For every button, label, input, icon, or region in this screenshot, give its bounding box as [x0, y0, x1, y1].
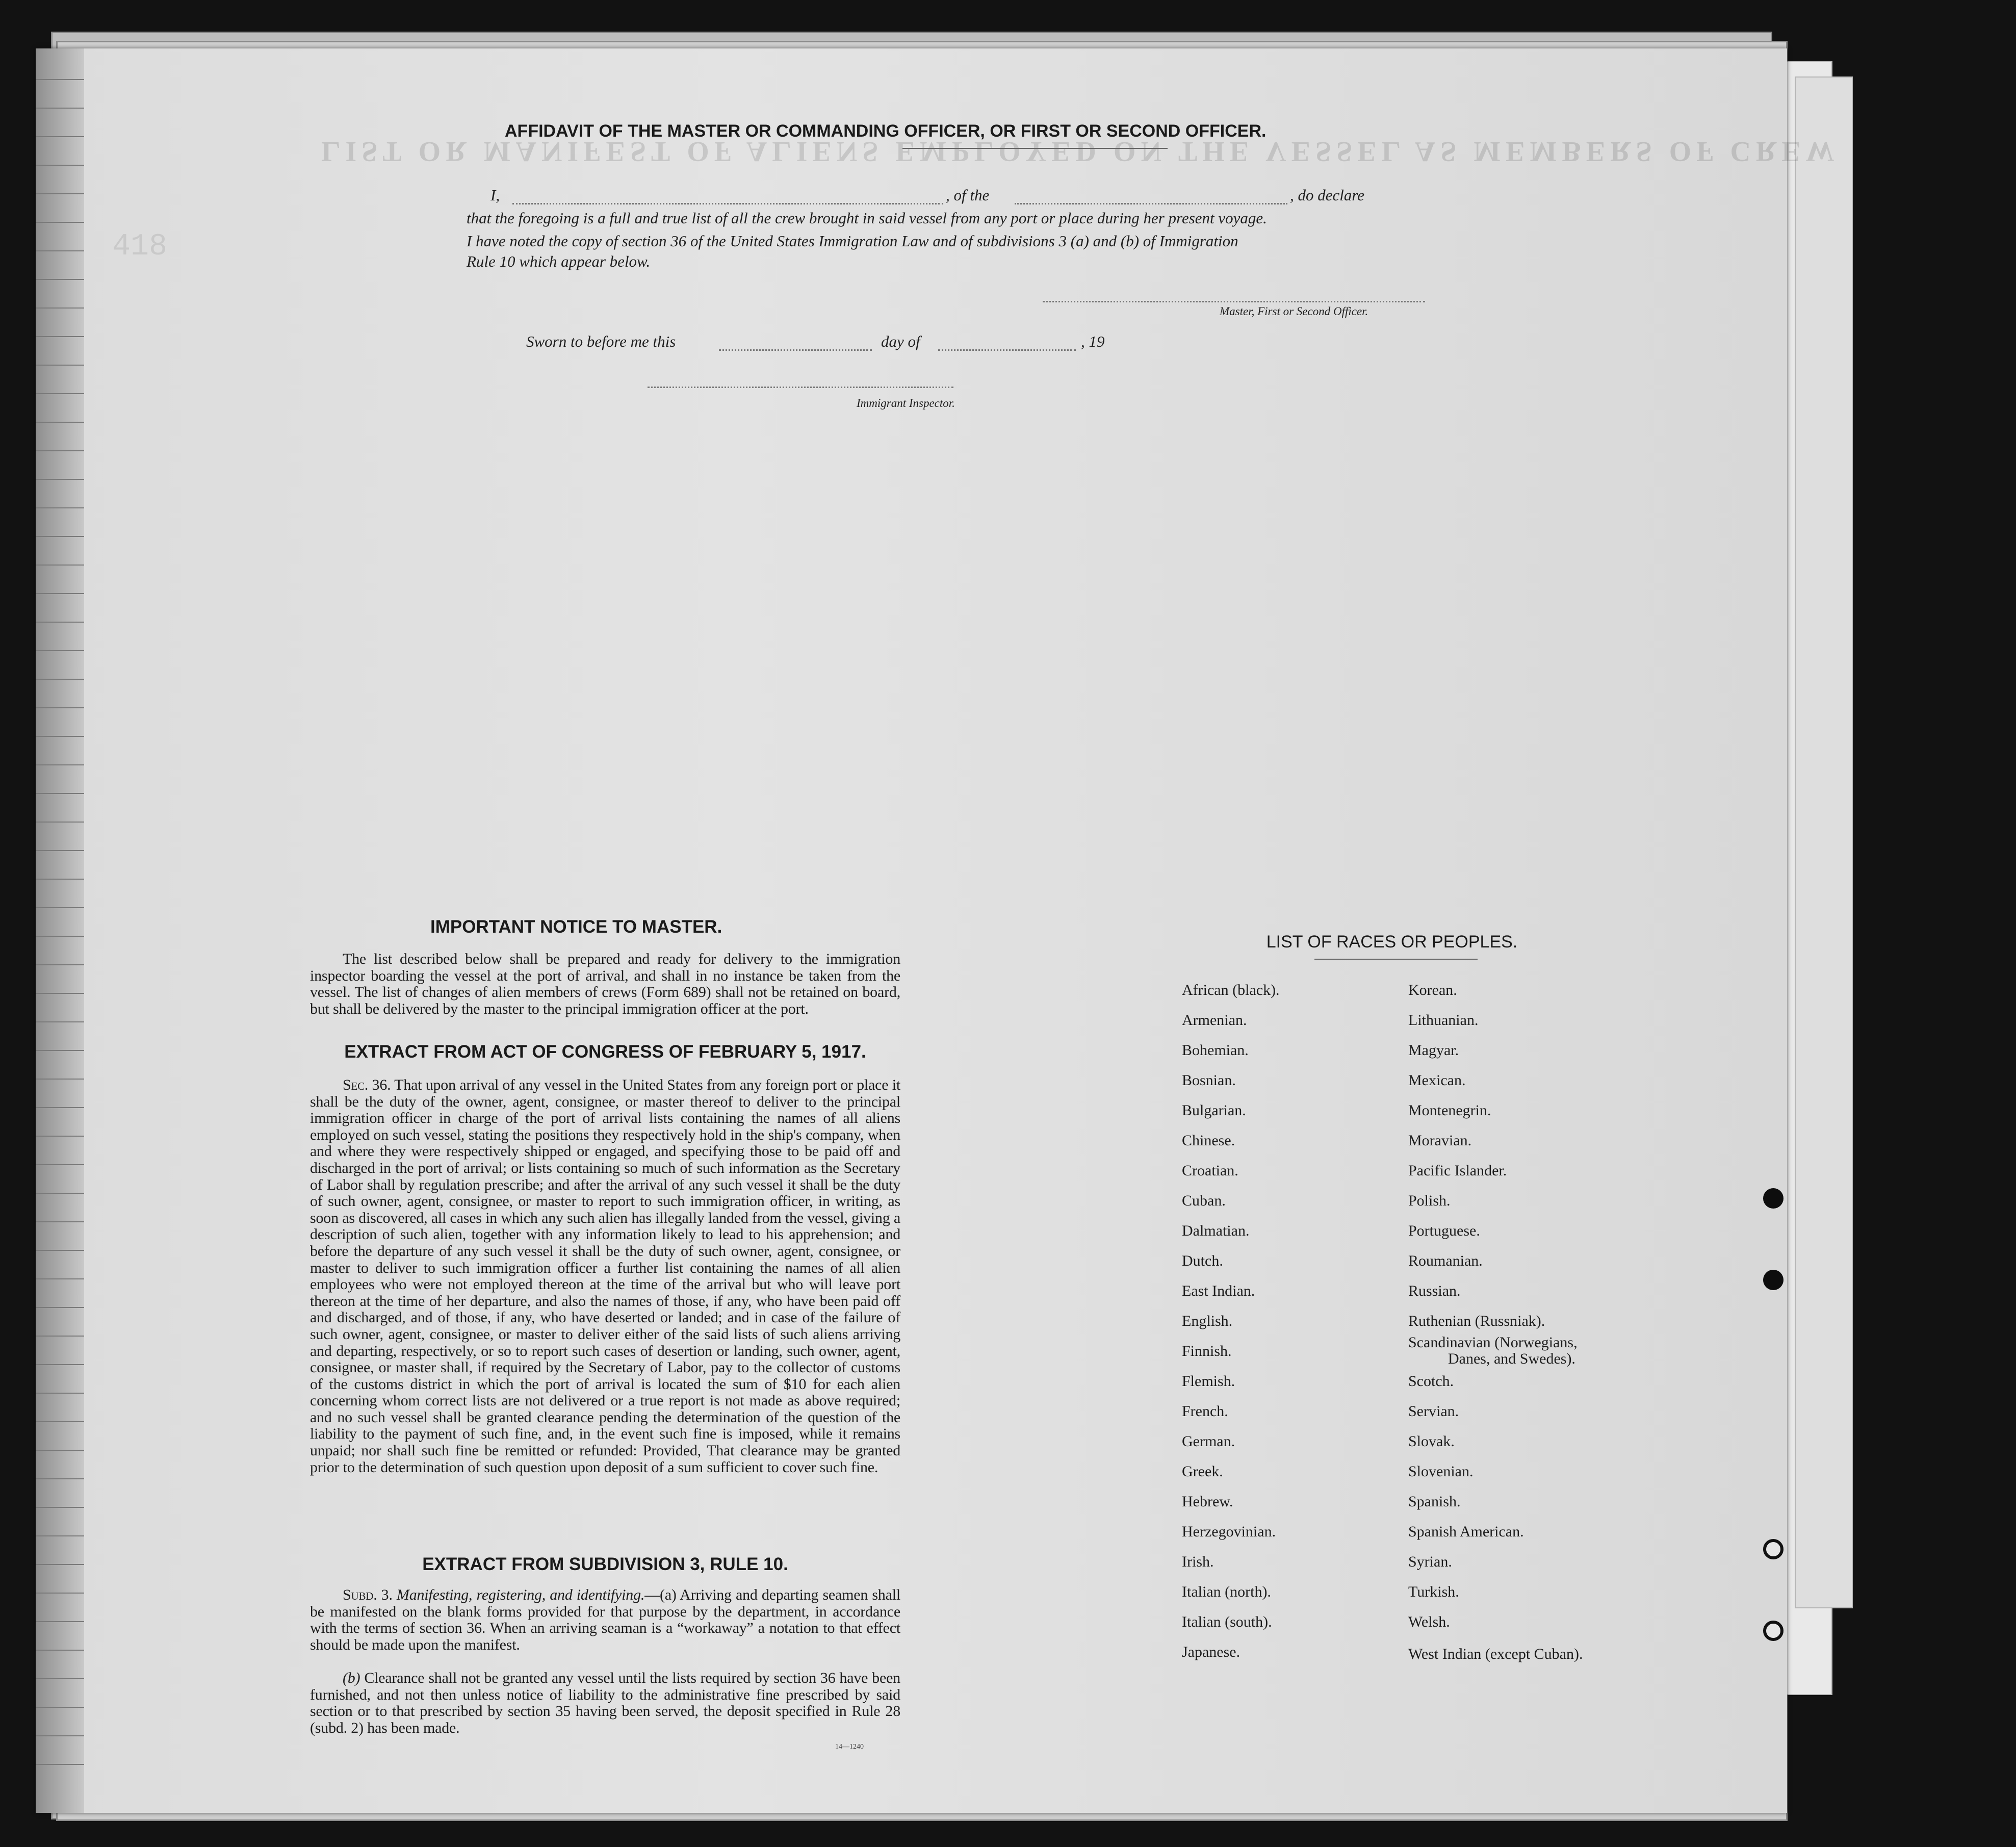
binding-ruled-line	[36, 1764, 84, 1765]
bleedthrough-page-number: 418	[112, 229, 168, 264]
vessel-blank-line	[1015, 203, 1287, 204]
notice-text: The list described below shall be prepared and ready for delivery to the immigration inspector boarding the vessel at the port of arrival, and shall in no instance be taken from the vessel. The list of changes of alien members of crews (Form 689) shall not be retained on board, but shall be delivered by the master to the principal immigration officer at the port.	[310, 951, 900, 1017]
race-item: Portuguese.	[1408, 1222, 1480, 1239]
binding-ruled-line	[36, 622, 84, 623]
race-item: Roumanian.	[1408, 1252, 1483, 1269]
binding-ruled-line	[36, 1735, 84, 1736]
binding-ruled-line	[36, 1621, 84, 1622]
races-title: LIST OF RACES OR PEOPLES.	[1266, 932, 1518, 952]
race-item: Korean.	[1408, 982, 1457, 998]
binding-ruled-line	[36, 764, 84, 765]
race-item: Welsh.	[1408, 1613, 1450, 1630]
binding-ruled-line	[36, 1107, 84, 1108]
binding-ruled-line	[36, 422, 84, 423]
binding-ruled-line	[36, 1650, 84, 1651]
race-item: English.	[1182, 1313, 1233, 1329]
binding-ruled-line	[36, 1535, 84, 1536]
binding-ruled-line	[36, 1193, 84, 1194]
race-item: Japanese.	[1182, 1644, 1240, 1660]
binding-ruled-line	[36, 1564, 84, 1565]
race-item: Magyar.	[1408, 1042, 1459, 1059]
extract-rule-text-a	[310, 1587, 900, 1653]
binding-ruled-line	[36, 79, 84, 80]
binding-ruled-line	[36, 507, 84, 508]
binding-ruled-line	[36, 1593, 84, 1594]
binding-ruled-line	[36, 222, 84, 223]
binding-ruled-line	[36, 1164, 84, 1165]
punch-hole	[1763, 1621, 1784, 1641]
race-item: Spanish.	[1408, 1493, 1461, 1510]
race-item: Chinese.	[1182, 1132, 1235, 1149]
binding-ruled-line	[36, 650, 84, 651]
binding-ruled-line	[36, 707, 84, 708]
binding-ruled-line	[36, 450, 84, 451]
section-36-text: That upon arrival of any vessel in the United States from any foreign port or place it shall be the duty of the owner, agent, consignee, or master thereof to deliver to the principal immigration officer in charge of the port of arrival lists containing the names of all aliens employed on such vessel, stating the positions they respectively hold in the ship's company, when and where they were respectively shipped or engaged, and specifying those to be paid off and discharged in the port of arrival; or lists containing so much of such information as the Secretary of Labor shall by regulation prescribe; and after the arrival of any such vessel it shall be the duty of such owner, agent, consignee, or master to report to such immigration officer, in writing, as soon as discovered, all cases in which any such alien has illegally landed from the vessel, giving a description of such alien, together with any information likely to lead to his apprehension; and before the departure of any such vessel it shall be the duty of such owner, agent, consignee, or master to deliver to such immigration officer a further list containing the names of all alien employees who were not employed thereon at the time of the arrival but who will leave port thereon at the time of her departure, and also the names of those, if any, who have been paid off and discharged, and of those, if any, who have deserted or landed; and in case of the failure of such owner, agent, consignee, or master to deliver either of the said lists of such aliens arriving and departing, respectively, or so to report such cases of desertion or landing, such owner, agent, consignee, or master shall, if required by the Secretary of Labor, pay to the collector of customs of the customs district in which the port of arrival is located the sum of $10 for each alien concerning whom correct lists are not delivered or a true report is not made as above required; and no such vessel shall be granted clearance pending the determination of the question of the liability to the payment of such fine, and, in the event such fine is imposed, while it remains unpaid; nor shall such fine be remitted or refunded: Provided, That clearance may be granted prior to the determination of such question upon deposit of a sum sufficient to cover such fine.	[310, 1076, 900, 1476]
race-item: Scotch.	[1408, 1373, 1454, 1390]
race-item: East Indian.	[1182, 1282, 1255, 1299]
day-of-label: day of	[881, 332, 920, 350]
name-blank-line	[512, 203, 943, 204]
binding-ruled-line	[36, 565, 84, 566]
race-item: Turkish.	[1408, 1583, 1459, 1600]
race-item: Hebrew.	[1182, 1493, 1233, 1510]
inspector-signature-line	[648, 387, 953, 388]
race-item: African (black).	[1182, 982, 1280, 998]
year-label: , 19	[1081, 332, 1105, 350]
section-label: Sec. 36.	[343, 1076, 391, 1093]
binding-ruled-line	[36, 108, 84, 109]
subd-b-text: Clearance shall not be granted any vessel until the lists required by section 36 have been furnished, and not then unless notice of liability to the administrative fine prescribed by said section or to that prescribed by section 35 having been served, the deposit specified in Rule 28 (subd. 2) has been made.	[310, 1670, 900, 1736]
subd-label: Subd. 3.	[343, 1586, 393, 1603]
race-item: Italian (north).	[1182, 1583, 1271, 1600]
extract-act-text	[310, 1077, 900, 1476]
binding-ruled-line	[36, 1450, 84, 1451]
affidavit-line-2: that the foregoing is a full and true list of all the crew brought in said vessel from any port or place during her present voyage.	[467, 209, 1267, 227]
race-item: Ruthenian (Russniak).	[1408, 1313, 1545, 1329]
binding-ruled-line	[36, 1050, 84, 1051]
race-item: Italian (south).	[1182, 1613, 1272, 1630]
binding-ruled-line	[36, 1278, 84, 1279]
title-underline	[902, 148, 1168, 149]
subd-b-label: (b)	[343, 1670, 360, 1686]
binding-ruled-line	[36, 393, 84, 394]
race-item: Herzegovinian.	[1182, 1523, 1276, 1540]
race-item: German.	[1182, 1433, 1235, 1450]
race-item: Russian.	[1408, 1282, 1461, 1299]
race-item: Bulgarian.	[1182, 1102, 1246, 1119]
binding-ruled-line	[36, 1307, 84, 1308]
race-item: Slovak.	[1408, 1433, 1455, 1450]
race-item: Montenegrin.	[1408, 1102, 1491, 1119]
race-item: Bohemian.	[1182, 1042, 1249, 1059]
binding-ruled-line	[36, 279, 84, 280]
punch-hole	[1763, 1188, 1784, 1209]
extract-rule-title: EXTRACT FROM SUBDIVISION 3, RULE 10.	[422, 1554, 788, 1574]
race-item: Spanish American.	[1408, 1523, 1524, 1540]
binding-ruled-line	[36, 136, 84, 137]
subd-a-text: —(a) Arriving and departing seamen shall be manifested on the blank forms provided for that purpose by the department, in accordance with the terms of section 36. When an arriving seaman is a “workaway” a notation to that effect should be made upon the manifest.	[310, 1586, 900, 1653]
notice-title: IMPORTANT NOTICE TO MASTER.	[430, 917, 722, 937]
month-blank	[938, 349, 1076, 351]
binding-ruled-line	[36, 1364, 84, 1365]
race-item: Flemish.	[1182, 1373, 1235, 1390]
bleedthrough-title: LIST OR MANIFEST OF ALIENS EMPLOYED ON THE VESSEL AS MEMBERS OF CREW	[321, 136, 1840, 167]
binding-ruled-line	[36, 1021, 84, 1022]
binding-ruled-line	[36, 1421, 84, 1422]
race-item: Lithuanian.	[1408, 1012, 1479, 1029]
sworn-date-blank	[719, 349, 872, 351]
binding-ruled-line	[36, 479, 84, 480]
binding-ruled-line	[36, 307, 84, 309]
binding-ruled-line	[36, 1079, 84, 1080]
affidavit-line-4: Rule 10 which appear below.	[467, 252, 651, 270]
races-title-underline	[1314, 959, 1478, 960]
binding-ruled-line	[36, 679, 84, 680]
binding-ruled-line	[36, 1393, 84, 1394]
race-item: Bosnian.	[1182, 1072, 1236, 1089]
affidavit-title: AFFIDAVIT OF THE MASTER OR COMMANDING OFFICER, OR FIRST OR SECOND OFFICER.	[505, 121, 1267, 141]
punch-hole	[1763, 1539, 1784, 1559]
binding-ruled-line	[36, 1707, 84, 1708]
page-tab	[1795, 76, 1853, 1608]
race-item: Greek.	[1182, 1463, 1223, 1480]
binding-ruled-line	[36, 964, 84, 965]
binding-ruled-line	[36, 1478, 84, 1479]
binding-ruled-line	[36, 736, 84, 737]
race-item: Pacific Islander.	[1408, 1162, 1507, 1179]
binding-ruled-line	[36, 936, 84, 937]
affidavit-of-the: , of the	[946, 186, 990, 204]
binding-ruled-line	[36, 193, 84, 194]
race-item: Servian.	[1408, 1403, 1459, 1420]
binding-ruled-line	[36, 907, 84, 908]
race-item: Slovenian.	[1408, 1463, 1474, 1480]
race-item-continuation: Danes, and Swedes).	[1448, 1350, 1575, 1367]
binding-ruled-line	[36, 365, 84, 366]
race-item: Armenian.	[1182, 1012, 1247, 1029]
extract-act-title: EXTRACT FROM ACT OF CONGRESS OF FEBRUARY 5, 1917.	[344, 1042, 866, 1062]
binding-ruled-line	[36, 1221, 84, 1222]
binding-ruled-line	[36, 536, 84, 537]
binding-ruled-line	[36, 165, 84, 166]
master-signature-line	[1043, 301, 1425, 302]
binding-ruled-line	[36, 822, 84, 823]
binding-ruled-line	[36, 1136, 84, 1137]
affidavit-i: I,	[490, 186, 500, 204]
race-item: Finnish.	[1182, 1343, 1232, 1359]
affidavit-do-declare: , do declare	[1290, 186, 1365, 204]
extract-rule-text-b	[310, 1670, 900, 1736]
race-item: Syrian.	[1408, 1553, 1452, 1570]
sworn-label: Sworn to before me this	[526, 332, 676, 350]
race-item: Dutch.	[1182, 1252, 1223, 1269]
race-item: Mexican.	[1408, 1072, 1466, 1089]
race-item: Polish.	[1408, 1192, 1451, 1209]
binding-ruled-line	[36, 879, 84, 880]
affidavit-line-3: I have noted the copy of section 36 of the United States Immigration Law and of subdivisions 3 (a) and (b) of Immigration	[467, 232, 1238, 250]
binding-ruled-line	[36, 1250, 84, 1251]
subd-heading: Manifesting, registering, and identifying.	[396, 1586, 645, 1603]
punch-hole	[1763, 1270, 1784, 1290]
race-item: West Indian (except Cuban).	[1408, 1646, 1583, 1662]
binding-ruled-line	[36, 593, 84, 594]
binding-ruled-line	[36, 793, 84, 794]
race-item: Scandinavian (Norwegians,	[1408, 1334, 1578, 1351]
race-item: Irish.	[1182, 1553, 1214, 1570]
master-signature-label: Master, First or Second Officer.	[1220, 305, 1368, 318]
race-item: Moravian.	[1408, 1132, 1472, 1149]
binding-ruled-line	[36, 993, 84, 994]
binding-ruled-line	[36, 1678, 84, 1679]
form-code: 14—1240	[835, 1743, 864, 1751]
binding-ruled-line	[36, 1336, 84, 1337]
binding-ruled-line	[36, 850, 84, 851]
race-item: French.	[1182, 1403, 1228, 1420]
ledger-binding-strip	[36, 48, 84, 1813]
inspector-label: Immigrant Inspector.	[857, 397, 955, 409]
race-item: Cuban.	[1182, 1192, 1226, 1209]
binding-ruled-line	[36, 1507, 84, 1508]
binding-ruled-line	[36, 336, 84, 337]
binding-ruled-line	[36, 250, 84, 251]
race-item: Croatian.	[1182, 1162, 1238, 1179]
race-item: Dalmatian.	[1182, 1222, 1250, 1239]
